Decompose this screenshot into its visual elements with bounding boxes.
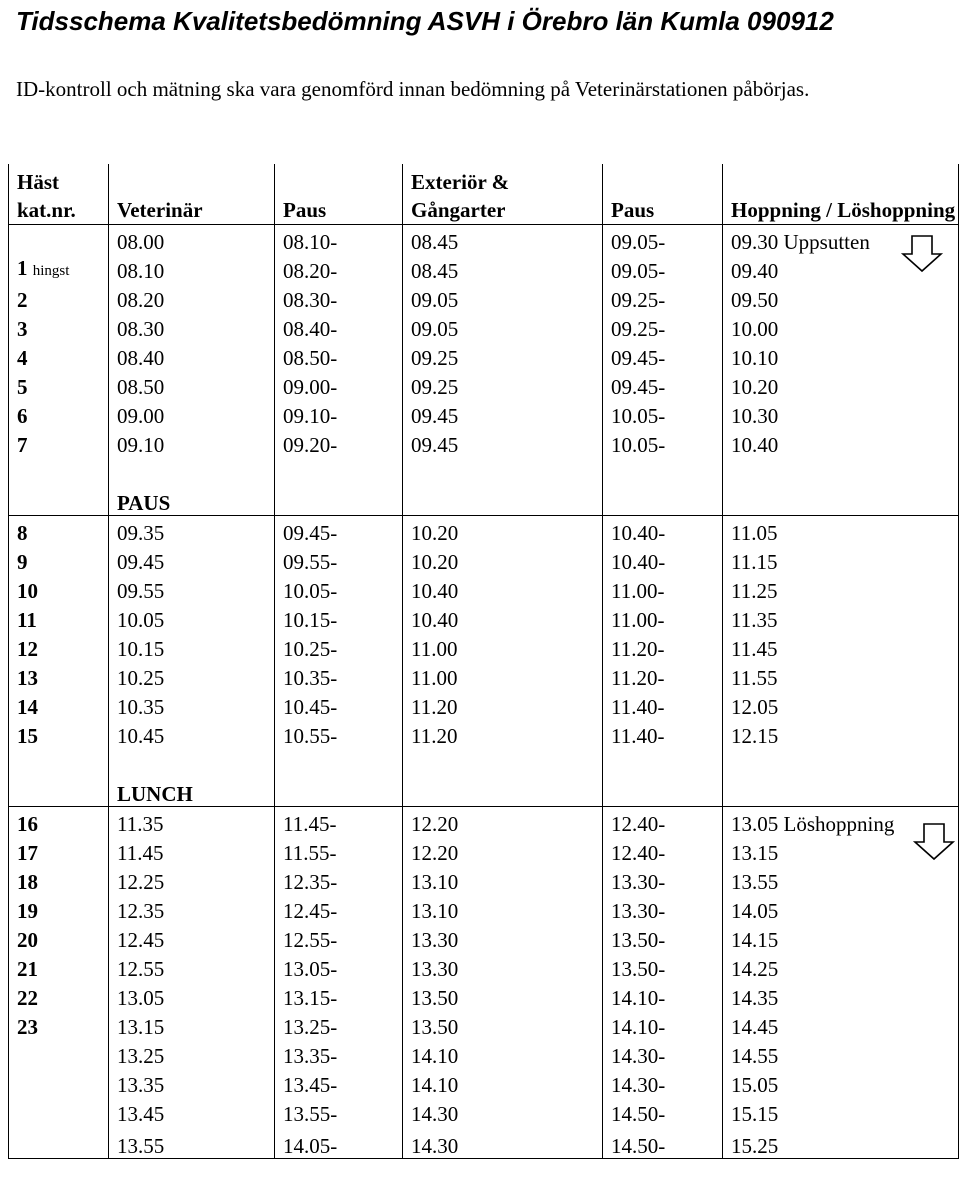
jumping-time: 10.00 xyxy=(723,312,959,341)
table-row xyxy=(9,1010,959,1039)
jumping-time: 10.20 xyxy=(723,370,959,399)
exterior-time: 13.30 xyxy=(403,923,603,952)
horse-number-text: 20 xyxy=(17,928,38,952)
empty-cell xyxy=(275,748,403,807)
exterior-time: 10.20 xyxy=(403,545,603,574)
horse-number-text: 16 xyxy=(17,812,38,836)
table-row xyxy=(9,603,959,632)
jumping-time: 14.45 xyxy=(723,1010,959,1039)
table-row xyxy=(9,807,959,837)
exterior-time: 11.20 xyxy=(403,690,603,719)
pause-time-2: 09.45- xyxy=(603,370,723,399)
header-jumping: Hoppning / Löshoppning xyxy=(723,164,959,225)
intro-text: ID-kontroll och mätning ska vara genomförd innan bedömning på Veterinärstationen påbörjas. xyxy=(16,77,810,101)
vet-time: 13.25 xyxy=(109,1039,275,1068)
horse-number xyxy=(9,1010,109,1039)
exterior-time: 14.30 xyxy=(403,1126,603,1159)
horse-number xyxy=(9,894,109,923)
jumping-time: 10.10 xyxy=(723,341,959,370)
exterior-time: 08.45 xyxy=(403,254,603,283)
vet-time: 13.45 xyxy=(109,1097,275,1126)
table-row xyxy=(9,690,959,719)
vet-time: 10.05 xyxy=(109,603,275,632)
empty-cell xyxy=(603,457,723,516)
table-row xyxy=(9,952,959,981)
vet-time: 13.55 xyxy=(109,1126,275,1159)
pause-time: 11.55- xyxy=(275,836,403,865)
pause-time: 10.35- xyxy=(275,661,403,690)
horse-number-text: 22 xyxy=(17,986,38,1010)
pause-time: 12.45- xyxy=(275,894,403,923)
pause-time: 14.05- xyxy=(275,1126,403,1159)
exterior-time: 08.45 xyxy=(403,225,603,255)
vet-time: 09.55 xyxy=(109,574,275,603)
table-row xyxy=(9,283,959,312)
pause-time: 13.35- xyxy=(275,1039,403,1068)
jumping-time: 13.55 xyxy=(723,865,959,894)
horse-number-text: 19 xyxy=(17,899,38,923)
vet-time: 08.10 xyxy=(109,254,275,283)
table-row xyxy=(9,923,959,952)
pause-time: 09.00- xyxy=(275,370,403,399)
pause-time: 11.45- xyxy=(275,807,403,837)
horse-number-text: 7 xyxy=(17,433,28,457)
vet-time: 10.15 xyxy=(109,632,275,661)
horse-number xyxy=(9,516,109,546)
pause-time-2: 14.10- xyxy=(603,981,723,1010)
pause-time-2: 12.40- xyxy=(603,807,723,837)
horse-number-text: 13 xyxy=(17,666,38,690)
horse-number-text: 21 xyxy=(17,957,38,981)
vet-time: 13.05 xyxy=(109,981,275,1010)
exterior-time: 13.30 xyxy=(403,952,603,981)
pause-time-2: 09.25- xyxy=(603,283,723,312)
horse-number-text: 4 xyxy=(17,346,28,370)
vet-time: 12.35 xyxy=(109,894,275,923)
exterior-time: 10.20 xyxy=(403,516,603,546)
exterior-time: 09.45 xyxy=(403,428,603,457)
pause-time-2: 13.30- xyxy=(603,865,723,894)
exterior-time: 13.50 xyxy=(403,1010,603,1039)
table-row xyxy=(9,894,959,923)
empty-cell xyxy=(403,748,603,807)
horse-number xyxy=(9,632,109,661)
exterior-time: 14.10 xyxy=(403,1039,603,1068)
jumping-time: 14.35 xyxy=(723,981,959,1010)
vet-time: 10.35 xyxy=(109,690,275,719)
exterior-time: 13.10 xyxy=(403,865,603,894)
horse-number xyxy=(9,283,109,312)
table-row xyxy=(9,981,959,1010)
exterior-time: 14.30 xyxy=(403,1097,603,1126)
pause-time-2: 14.10- xyxy=(603,1010,723,1039)
horse-number xyxy=(9,545,109,574)
pause-time: 12.35- xyxy=(275,865,403,894)
table-row xyxy=(9,865,959,894)
vet-time: 09.00 xyxy=(109,399,275,428)
jumping-time: 10.30 xyxy=(723,399,959,428)
horse-number xyxy=(9,428,109,457)
pause-time-2: 13.50- xyxy=(603,952,723,981)
pause-time-2: 09.05- xyxy=(603,225,723,255)
pause-time: 13.05- xyxy=(275,952,403,981)
vet-time: 09.45 xyxy=(109,545,275,574)
jumping-time: 15.05 xyxy=(723,1068,959,1097)
vet-time: 09.35 xyxy=(109,516,275,546)
table-row xyxy=(9,254,959,283)
vet-time: 08.30 xyxy=(109,312,275,341)
table-row xyxy=(9,341,959,370)
header-vet: Veterinär xyxy=(109,164,275,225)
break-label: PAUS xyxy=(109,457,275,516)
table-row xyxy=(9,1126,959,1159)
horse-number-text: 11 xyxy=(17,608,37,632)
table-row xyxy=(9,399,959,428)
exterior-time: 09.05 xyxy=(403,312,603,341)
jumping-time: 13.15 xyxy=(723,836,959,865)
horse-number xyxy=(9,312,109,341)
horse-number xyxy=(9,603,109,632)
pause-time: 09.20- xyxy=(275,428,403,457)
schedule-table xyxy=(8,164,959,1159)
horse-number xyxy=(9,981,109,1010)
pause-time-2: 14.50- xyxy=(603,1097,723,1126)
horse-number xyxy=(9,690,109,719)
empty-cell xyxy=(723,457,959,516)
horse-number xyxy=(9,254,109,283)
horse-number xyxy=(9,1126,109,1159)
pause-time: 10.45- xyxy=(275,690,403,719)
vet-time: 13.15 xyxy=(109,1010,275,1039)
vet-time: 08.00 xyxy=(109,225,275,255)
header-paus-2: Paus xyxy=(603,164,723,225)
table-row xyxy=(9,836,959,865)
pause-time-2: 10.05- xyxy=(603,428,723,457)
exterior-time: 12.20 xyxy=(403,807,603,837)
horse-number-text: 2 xyxy=(17,288,28,312)
jumping-time: 15.15 xyxy=(723,1097,959,1126)
jumping-time: 14.05 xyxy=(723,894,959,923)
horse-number-text: 18 xyxy=(17,870,38,894)
exterior-time: 09.25 xyxy=(403,370,603,399)
pause-time-2: 11.20- xyxy=(603,632,723,661)
pause-time: 08.10- xyxy=(275,225,403,255)
vet-time: 08.20 xyxy=(109,283,275,312)
pause-time: 12.55- xyxy=(275,923,403,952)
pause-time: 10.05- xyxy=(275,574,403,603)
jumping-time: 12.15 xyxy=(723,719,959,748)
empty-cell xyxy=(403,457,603,516)
vet-time: 12.45 xyxy=(109,923,275,952)
jumping-time: 11.25 xyxy=(723,574,959,603)
exterior-time: 11.20 xyxy=(403,719,603,748)
exterior-time: 11.00 xyxy=(403,632,603,661)
jumping-time: 14.25 xyxy=(723,952,959,981)
horse-number-text: 14 xyxy=(17,695,38,719)
horse-number xyxy=(9,923,109,952)
horse-number xyxy=(9,1068,109,1097)
horse-number xyxy=(9,661,109,690)
pause-time: 08.50- xyxy=(275,341,403,370)
table-row xyxy=(9,661,959,690)
pause-time: 13.25- xyxy=(275,1010,403,1039)
horse-number xyxy=(9,225,109,255)
horse-number-text: 5 xyxy=(17,375,28,399)
pause-time-2: 14.50- xyxy=(603,1126,723,1159)
pause-time-2: 09.05- xyxy=(603,254,723,283)
jumping-time: 11.35 xyxy=(723,603,959,632)
jumping-time: 12.05 xyxy=(723,690,959,719)
horse-number xyxy=(9,399,109,428)
empty-cell xyxy=(9,457,109,516)
exterior-time: 13.50 xyxy=(403,981,603,1010)
jumping-time: 11.05 xyxy=(723,516,959,546)
table-row xyxy=(9,428,959,457)
jumping-time: 10.40 xyxy=(723,428,959,457)
header-exterior: Exteriör & Gångarter xyxy=(403,164,603,225)
jumping-time: 11.55 xyxy=(723,661,959,690)
vet-time: 08.50 xyxy=(109,370,275,399)
exterior-time: 11.00 xyxy=(403,661,603,690)
exterior-time: 14.10 xyxy=(403,1068,603,1097)
pause-time-2: 11.00- xyxy=(603,574,723,603)
horse-number xyxy=(9,865,109,894)
exterior-time: 13.10 xyxy=(403,894,603,923)
break-label: LUNCH xyxy=(109,748,275,807)
exterior-time: 09.25 xyxy=(403,341,603,370)
pause-time: 08.20- xyxy=(275,254,403,283)
header-horse: Häst kat.nr. xyxy=(9,164,109,225)
empty-cell xyxy=(603,748,723,807)
table-row xyxy=(9,312,959,341)
horse-note: hingst xyxy=(32,263,70,279)
down-arrow-icon xyxy=(912,822,956,862)
vet-time: 11.35 xyxy=(109,807,275,837)
horse-number xyxy=(9,1097,109,1126)
jumping-time: 11.45 xyxy=(723,632,959,661)
pause-time: 09.45- xyxy=(275,516,403,546)
pause-time: 13.55- xyxy=(275,1097,403,1126)
break-row xyxy=(9,748,959,807)
exterior-time: 12.20 xyxy=(403,836,603,865)
pause-time-2: 11.20- xyxy=(603,661,723,690)
pause-time-2: 10.05- xyxy=(603,399,723,428)
horse-number xyxy=(9,341,109,370)
jumping-time: 15.25 xyxy=(723,1126,959,1159)
pause-time: 08.30- xyxy=(275,283,403,312)
horse-number-text: 1 xyxy=(17,256,28,280)
down-arrow-icon xyxy=(900,234,944,274)
horse-number-text: 6 xyxy=(17,404,28,428)
jumping-time: 09.30 Uppsutten xyxy=(723,225,959,255)
pause-time-2: 10.40- xyxy=(603,545,723,574)
table-row xyxy=(9,370,959,399)
table-row xyxy=(9,545,959,574)
empty-cell xyxy=(275,457,403,516)
horse-number-text: 17 xyxy=(17,841,38,865)
header-row xyxy=(9,164,959,225)
jumping-time: 09.50 xyxy=(723,283,959,312)
header-paus: Paus xyxy=(275,164,403,225)
pause-time-2: 11.00- xyxy=(603,603,723,632)
horse-number xyxy=(9,370,109,399)
pause-time-2: 13.30- xyxy=(603,894,723,923)
vet-time: 13.35 xyxy=(109,1068,275,1097)
horse-number-text: 10 xyxy=(17,579,38,603)
exterior-time: 09.05 xyxy=(403,283,603,312)
horse-number-text: 23 xyxy=(17,1015,38,1039)
exterior-time: 10.40 xyxy=(403,603,603,632)
jumping-time: 11.15 xyxy=(723,545,959,574)
vet-time: 09.10 xyxy=(109,428,275,457)
vet-time: 11.45 xyxy=(109,836,275,865)
schedule-body xyxy=(9,225,959,1159)
table-row xyxy=(9,516,959,546)
pause-time-2: 09.25- xyxy=(603,312,723,341)
horse-number xyxy=(9,807,109,837)
jumping-time: 14.55 xyxy=(723,1039,959,1068)
pause-time-2: 09.45- xyxy=(603,341,723,370)
jumping-time: 09.40 xyxy=(723,254,959,283)
pause-time-2: 10.40- xyxy=(603,516,723,546)
empty-cell xyxy=(9,748,109,807)
table-row xyxy=(9,1039,959,1068)
exterior-time: 10.40 xyxy=(403,574,603,603)
horse-number xyxy=(9,1039,109,1068)
exterior-time: 09.45 xyxy=(403,399,603,428)
vet-time: 08.40 xyxy=(109,341,275,370)
table-row xyxy=(9,1097,959,1126)
pause-time-2: 14.30- xyxy=(603,1039,723,1068)
horse-number-text: 15 xyxy=(17,724,38,748)
pause-time-2: 11.40- xyxy=(603,690,723,719)
horse-number-text: 8 xyxy=(17,521,28,545)
table-row xyxy=(9,632,959,661)
horse-number xyxy=(9,719,109,748)
pause-time: 10.15- xyxy=(275,603,403,632)
horse-number xyxy=(9,574,109,603)
vet-time: 10.45 xyxy=(109,719,275,748)
horse-number-text: 12 xyxy=(17,637,38,661)
pause-time: 13.45- xyxy=(275,1068,403,1097)
jumping-time: 14.15 xyxy=(723,923,959,952)
pause-time: 13.15- xyxy=(275,981,403,1010)
pause-time: 09.10- xyxy=(275,399,403,428)
horse-number xyxy=(9,836,109,865)
pause-time-2: 12.40- xyxy=(603,836,723,865)
table-row xyxy=(9,1068,959,1097)
vet-time: 12.25 xyxy=(109,865,275,894)
page-title: Tidsschema Kvalitetsbedömning ASVH i Örebro län Kumla 090912 xyxy=(16,6,834,36)
pause-time: 09.55- xyxy=(275,545,403,574)
pause-time-2: 14.30- xyxy=(603,1068,723,1097)
horse-number-text: 9 xyxy=(17,550,28,574)
table-row xyxy=(9,574,959,603)
empty-cell xyxy=(723,748,959,807)
pause-time: 10.25- xyxy=(275,632,403,661)
horse-number xyxy=(9,952,109,981)
vet-time: 12.55 xyxy=(109,952,275,981)
jumping-time: 13.05 Löshoppning xyxy=(723,807,959,837)
pause-time: 08.40- xyxy=(275,312,403,341)
pause-time-2: 13.50- xyxy=(603,923,723,952)
break-row xyxy=(9,457,959,516)
table-row xyxy=(9,225,959,255)
horse-number-text: 3 xyxy=(17,317,28,341)
table-row xyxy=(9,719,959,748)
vet-time: 10.25 xyxy=(109,661,275,690)
pause-time: 10.55- xyxy=(275,719,403,748)
pause-time-2: 11.40- xyxy=(603,719,723,748)
